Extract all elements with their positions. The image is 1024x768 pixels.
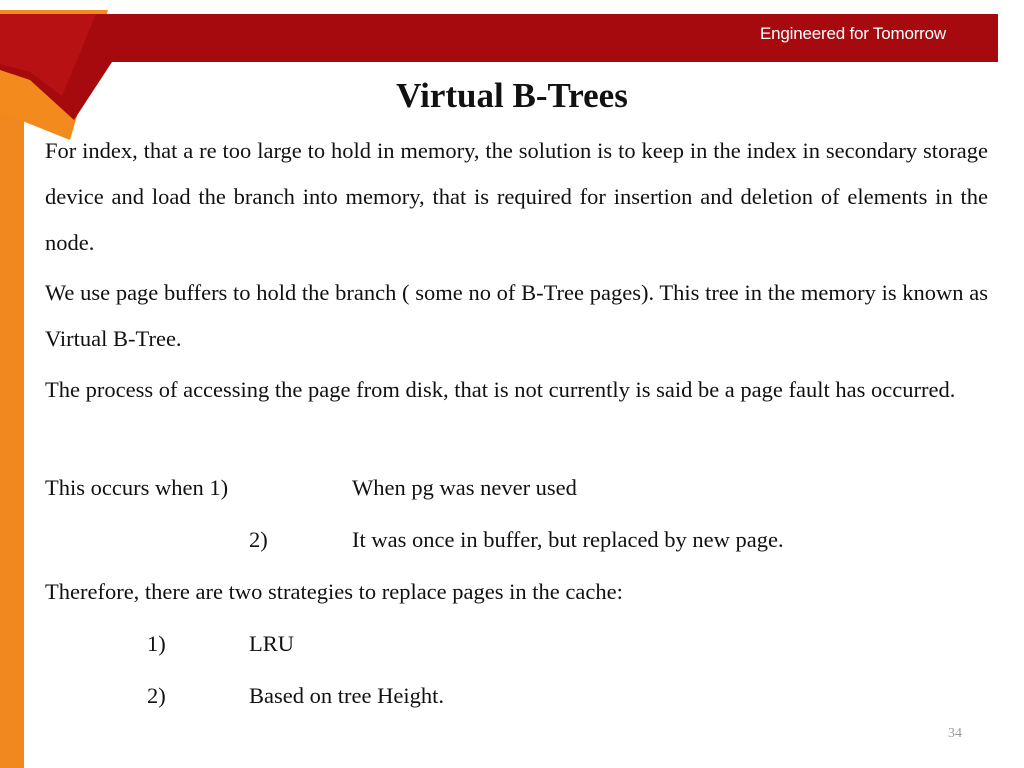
strategy-2-text: Based on tree Height. <box>249 683 444 708</box>
strategy-1-text: LRU <box>249 631 294 656</box>
brand-tagline: Engineered for Tomorrow <box>760 24 946 43</box>
paragraph-page-buffers: We use page buffers to hold the branch ( some no of B-Tree pages). This tree in the memory is known as Virtual B-Tree. <box>45 280 988 351</box>
page-number: 34 <box>948 726 962 741</box>
strategy-2-marker: 2) <box>147 683 166 708</box>
paragraph-page-fault: The process of accessing the page from disk, that is not currently is said be a page fault has occurred. <box>45 377 956 402</box>
slide-title: Virtual B-Trees <box>396 76 628 115</box>
occurs-item-2-marker: 2) <box>249 527 268 552</box>
occurs-item-1: When pg was never used <box>352 475 577 500</box>
occurs-item-2: It was once in buffer, but replaced by new page. <box>352 527 784 552</box>
left-accent-bar <box>0 78 24 768</box>
therefore-text: Therefore, there are two strategies to replace pages in the cache: <box>45 579 623 604</box>
paragraph-index-storage: For index, that a re too large to hold in memory, the solution is to keep in the index in secondary storage device and load the branch into memory, that is required for insertion and deletion of elements in the node. <box>45 138 988 255</box>
occurs-intro: This occurs when 1) <box>45 475 229 500</box>
strategy-1-marker: 1) <box>147 631 166 656</box>
